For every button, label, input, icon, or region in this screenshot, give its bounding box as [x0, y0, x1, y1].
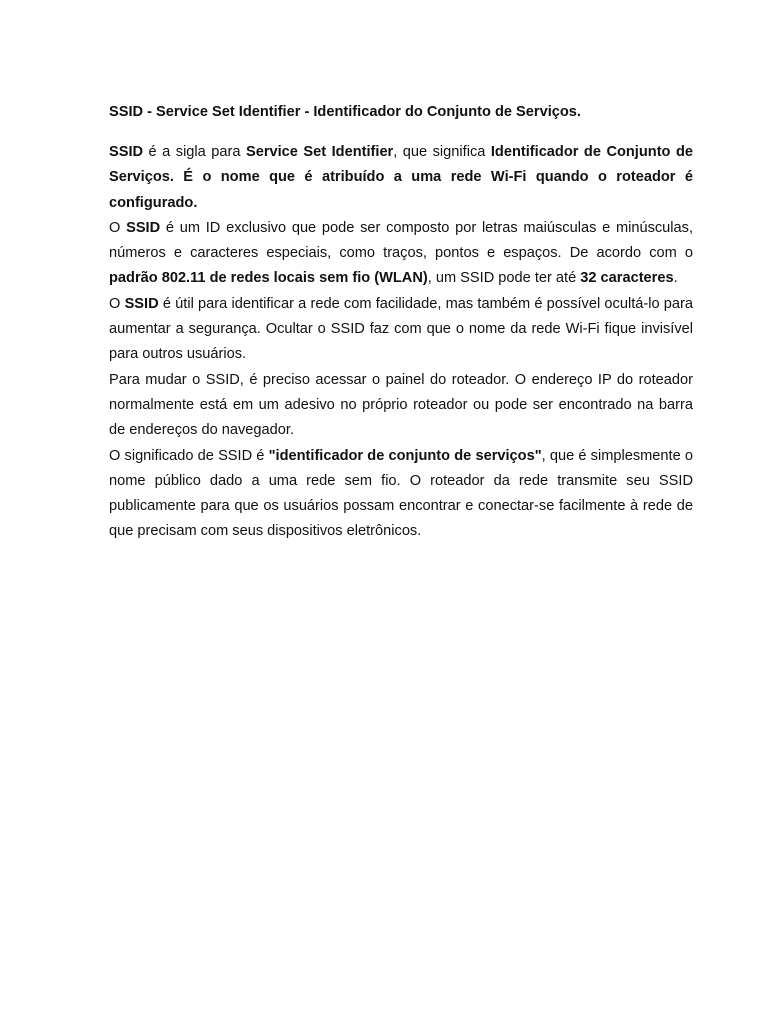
bold-text-run: padrão 802.11 de redes locais sem fio (WLAN) [109, 270, 428, 287]
bold-text-run: SSID [124, 295, 159, 312]
text-run: , que é simplesmente o nome público dado a uma rede sem fio. O roteador da rede transmite seu SSID publicamente para que os usuários possam encontrar e conectar-se facilmente à rede de que precisam com seus dispositivos eletrônicos. [109, 447, 693, 540]
bold-text-run: Service Set Identifier [245, 144, 394, 160]
text-run: é a sigla para [143, 144, 246, 160]
document-body [109, 140, 693, 545]
bold-text-run: Identificador de Conjunto de Serviços. É o nome que é atribuído a uma rede Wi-Fi quando o roteador é configurado. [109, 144, 693, 211]
paragraph [109, 292, 693, 368]
bold-text-run: SSID [109, 144, 144, 160]
bold-text-run: 32 caracteres [580, 270, 674, 287]
text-run: O significado de SSID é [109, 447, 269, 464]
text-run: é um ID exclusivo que pode ser composto por letras maiúsculas e minúsculas, números e caracteres especiais, como traços, pontos e espaços. De acordo com o [109, 219, 693, 262]
bold-text-run: SSID [126, 219, 161, 236]
text-run: O [109, 295, 125, 312]
paragraph [109, 216, 693, 292]
bold-text-run: "identificador de conjunto de serviços" [268, 447, 542, 464]
text-run: . [673, 270, 678, 287]
text-run: O [109, 219, 127, 236]
paragraph [109, 140, 693, 216]
text-run: é útil para identificar a rede com facilidade, mas também é possível ocultá-lo para aumentar a segurança. Ocultar o SSID faz com que o nome da rede Wi-Fi fique invisível para outros usuários. [109, 295, 694, 363]
paragraph [109, 368, 693, 444]
text-run: , um SSID pode ter até [427, 270, 581, 287]
paragraph [109, 444, 693, 545]
document-page [109, 102, 693, 545]
text-run: Para mudar o SSID, é preciso acessar o painel do roteador. O endereço IP do roteador normalmente está em um adesivo no próprio roteador ou pode ser encontrado na barra de endereços do navegador. [109, 371, 693, 439]
text-run: , que significa [393, 144, 491, 160]
document-title: SSID - Service Set Identifier - Identificador do Conjunto de Serviços. [109, 104, 581, 120]
